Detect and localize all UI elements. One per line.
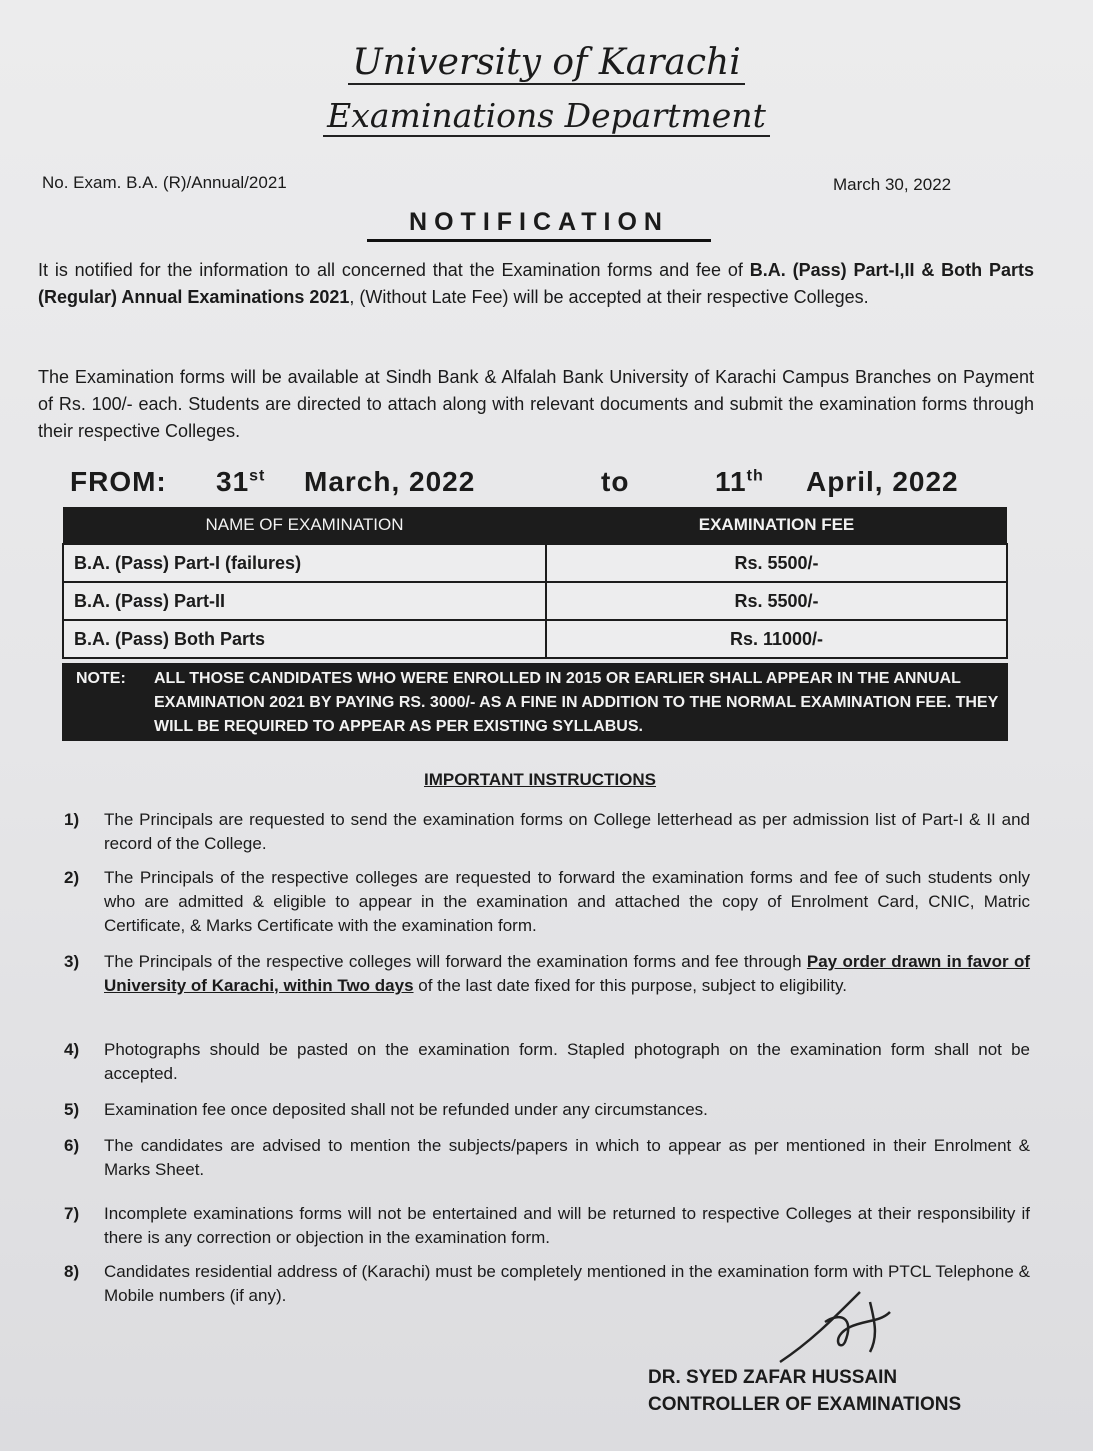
- end-date: 11th: [715, 466, 764, 497]
- note-box: [62, 663, 1008, 741]
- column-header-name: NAME OF EXAMINATION: [63, 507, 546, 544]
- paragraph-forms-availability: The Examination forms will be available at Sindh Bank & Alfalah Bank University of Karachi Campus Branches on Payment of Rs. 100/- each. Students are directed to attach along with relevant documents and submit the examination forms through their respective Colleges.: [38, 367, 1034, 441]
- column-header-fee: EXAMINATION FEE: [546, 507, 1007, 544]
- fee-table: [62, 507, 1008, 659]
- exam-name-cell: B.A. (Pass) Part-I (failures): [63, 544, 546, 582]
- signatory-designation: CONTROLLER OF EXAMINATIONS: [648, 1394, 962, 1415]
- exam-name-cell: B.A. (Pass) Both Parts: [63, 620, 546, 658]
- to-label: to: [601, 466, 630, 497]
- notification-page: University of Karachi Examinations Department No. Exam. B.A. (R)/Annual/2021 March 30, 2022 NOTIFICATION It is notified for the information to all concerned that the Examination forms and fee of B.A. (Pass) Part-I,II & Both Parts (Regular) Annual Examinations 2021, (Without Late Fee) will be accepted at their respective Colleges. The Examination forms will be available at Sindh Bank & Alfalah Bank University of Karachi Campus Branches on Payment of Rs. 100/- each. Students are directed to attach along with relevant documents and submit the examination forms through their respective Colleges. FROM: 31st March, 2022 to 11th April, 2022 NAME OF EXAMINATION EXAMINATION FEE B.A. (Pass) Part-I (failures) Rs. 5500/- B.A. (Pass) Part-II Rs. 5500/- B.A. (Pass) Both Parts Rs. 11000/- NOTE: ALL THOSE CANDIDATES WHO WERE ENROLLED IN 2015 OR EARLIER SHALL APPEAR IN THE ANNUAL EXAMINATION 2021 BY PAYING RS. 3000/- AS A FINE IN ADDITION TO THE NORMAL EXAMINATION FEE. THEY WILL BE REQUIRED TO APPEAR AS PER EXISTING SYLLABUS. IMPORTANT INSTRUCTIONS 1) The Principals are requested to send the examination forms on College letterhead as per admission list of Part-I & II and record of the College. 2) The Principals of the respective colleges are requested to forward the examination forms and fee of such students only who are admitted & eligible to appear in the examination and attached the copy of Enrolment Card, CNIC, Matric Certificate, & Marks Certificate with the examination form. 3) The Principals of the respective colleges will forward the examination forms and fee through Pay order drawn in favor of University of Karachi, within Two days of the last date fixed for this purpose, subject to eligibility. 4) Photographs should be pasted on the examination form. Stapled photograph on the examination form shall not be accepted. 5) Examination fee once deposited shall not be refunded under any circumstances. 6) The candidates are advised to mention the subjects/papers in which to appear as per mentioned in their Enrolment & Marks Sheet. 7) Incomplete examinations forms will not be entertained and will be returned to respective Colleges at their responsibility if there is any correction or objection in the examination form. 8) Candidates residential address of (Karachi) must be completely mentioned in the examination form with PTCL Telephone & Mobile numbers (if any). DR. SYED ZAFAR HUSSAIN CONTROLLER OF EXAMINATIONS: [0, 0, 1093, 1451]
- signatory-block: [648, 1364, 961, 1418]
- department-heading: Examinations Department: [0, 96, 1093, 135]
- exam-name-cell: B.A. (Pass) Part-II: [63, 582, 546, 620]
- start-date: 31st: [216, 466, 266, 497]
- university-heading: University of Karachi: [0, 42, 1093, 83]
- table-row: [63, 620, 1007, 658]
- submission-period: [70, 466, 1000, 506]
- reference-number: No. Exam. B.A. (R)/Annual/2021: [42, 173, 287, 192]
- notification-title: NOTIFICATION: [367, 208, 711, 242]
- note-text: ALL THOSE CANDIDATES WHO WERE ENROLLED IN 2015 OR EARLIER SHALL APPEAR IN THE ANNUAL EXAMINATION 2021 BY PAYING RS. 3000/- AS A FINE IN ADDITION TO THE NORMAL EXAMINATION FEE. THEY WILL BE REQUIRED TO APPEAR AS PER EXISTING SYLLABUS.: [154, 670, 998, 735]
- exam-fee-cell: Rs. 5500/-: [546, 544, 1007, 582]
- from-label: FROM:: [70, 466, 167, 497]
- instructions-title: IMPORTANT INSTRUCTIONS: [424, 770, 657, 789]
- start-month: March, 2022: [304, 466, 476, 497]
- note-label: NOTE:: [76, 670, 126, 687]
- end-month: April, 2022: [806, 466, 959, 497]
- table-row: [63, 582, 1007, 620]
- signatory-name: DR. SYED ZAFAR HUSSAIN: [648, 1367, 898, 1388]
- fee-table-header: [63, 507, 1007, 544]
- paragraph-notice: It is notified for the information to all concerned that the Examination forms and fee of B.A. (Pass) Part-I,II & Both Parts (Regular) Annual Examinations 2021, (Without Late Fee) will be accepted at their respective Colleges.: [38, 260, 1034, 307]
- exam-fee-cell: Rs. 11000/-: [546, 620, 1007, 658]
- table-row: [63, 544, 1007, 582]
- exam-fee-cell: Rs. 5500/-: [546, 582, 1007, 620]
- notice-date: March 30, 2022: [833, 175, 952, 194]
